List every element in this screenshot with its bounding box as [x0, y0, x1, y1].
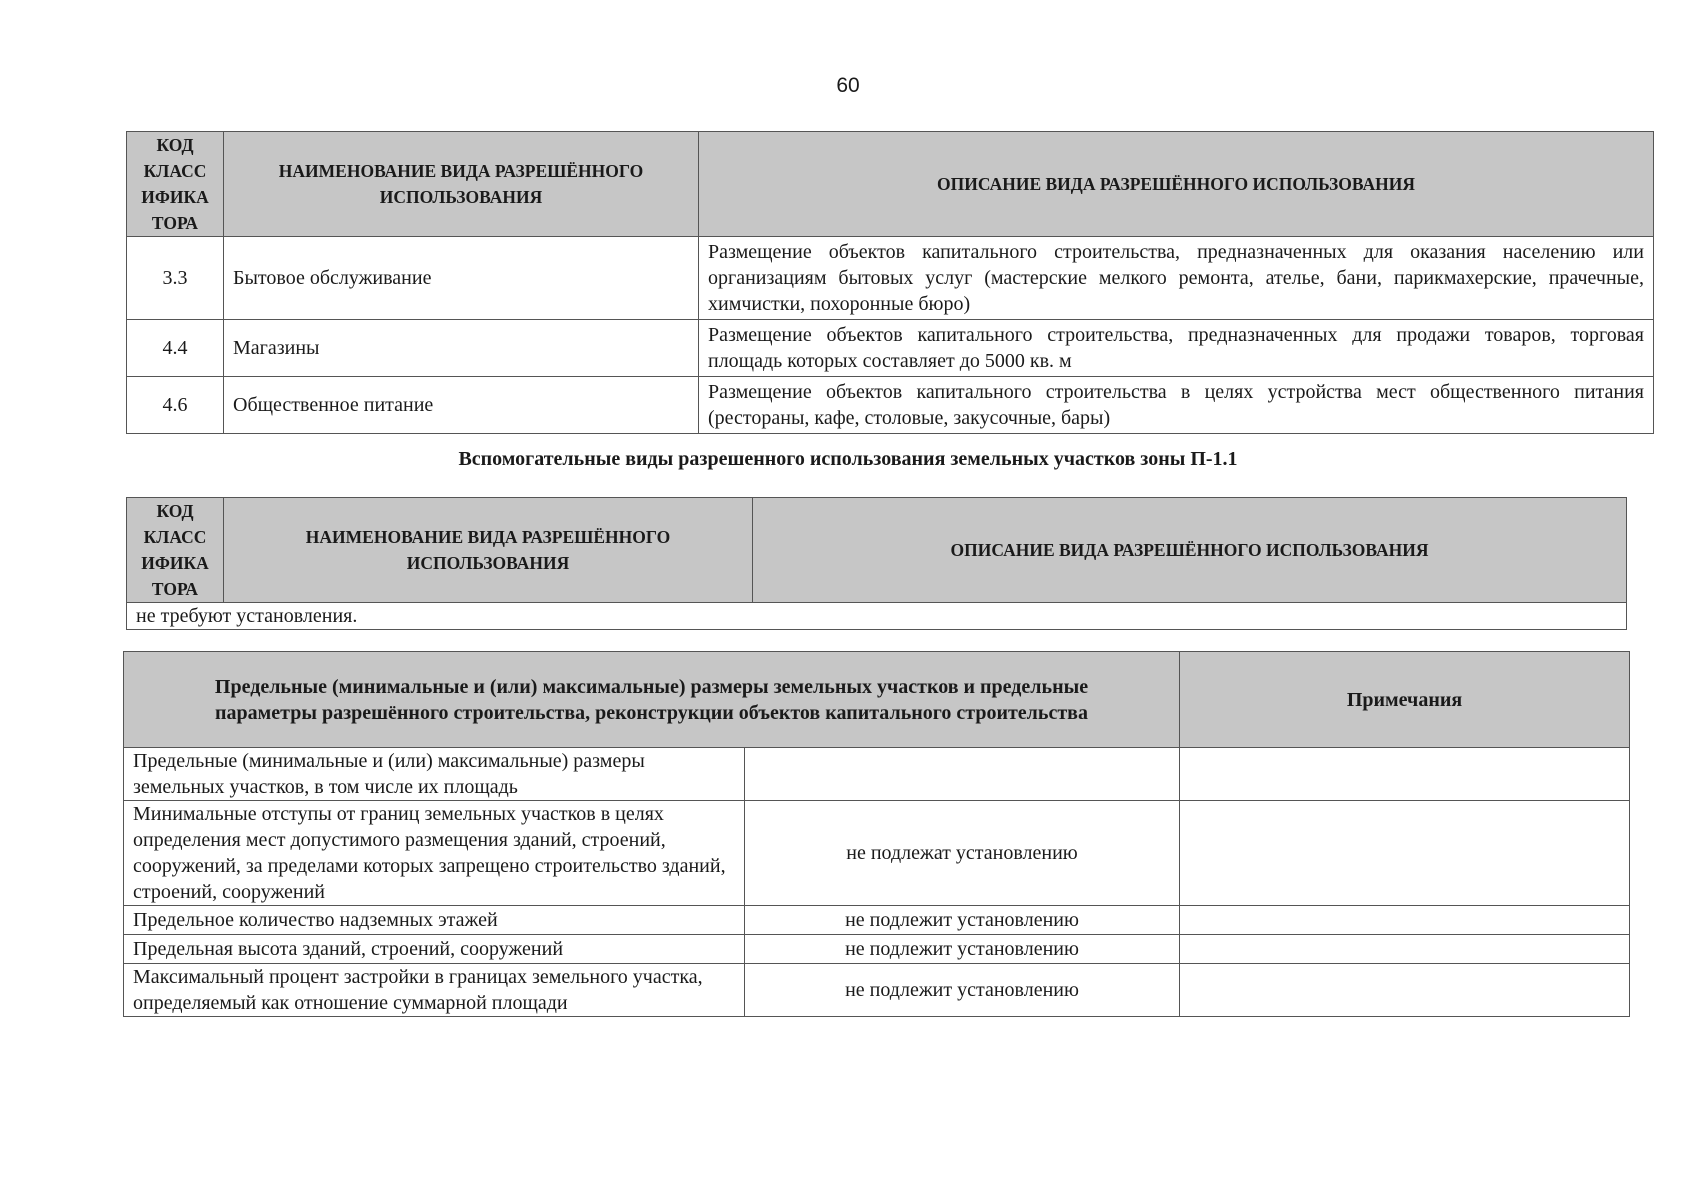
section-heading: Вспомогательные виды разрешенного использования земельных участков зоны П-1.1	[458, 448, 1238, 470]
table-header-row	[124, 652, 1630, 748]
permitted-uses-table	[126, 131, 1654, 434]
code-cell: 4.6	[127, 377, 224, 434]
table-row	[124, 906, 1630, 935]
name-cell: Общественное питание	[224, 377, 699, 434]
table-row	[124, 935, 1630, 964]
code-column-header: КОД КЛАСС ИФИКА ТОРА	[127, 498, 224, 603]
value-cell: не подлежат установлению	[745, 801, 1180, 906]
description-cell: Размещение объектов капитального строительства, предназначенных для оказания населению или организациям бытовых услуг (мастерские мелкого ремонта, ателье, бани, парикмахерские, прачечные, химчистки, похоронные бюро)	[699, 237, 1654, 320]
note-cell: не требуют установления.	[127, 603, 1627, 630]
name-column-header: НАИМЕНОВАНИЕ ВИДА РАЗРЕШЁННОГО ИСПОЛЬЗОВАНИЯ	[224, 132, 699, 237]
note-cell	[1180, 964, 1630, 1017]
parameters-table	[123, 651, 1630, 1017]
value-cell: не подлежит установлению	[745, 935, 1180, 964]
table-header-row	[127, 498, 1627, 603]
note-cell	[1180, 801, 1630, 906]
table-row	[127, 237, 1654, 320]
table-row	[124, 964, 1630, 1017]
table-row	[127, 320, 1654, 377]
auxiliary-uses-table	[126, 497, 1627, 630]
parameters-column-header: Предельные (минимальные и (или) максимальные) размеры земельных участков и предельные параметры разрешённого строительства, реконструкции объектов капитального строительства	[124, 652, 1180, 748]
table-row	[127, 377, 1654, 434]
description-cell: Размещение объектов капитального строительства в целях устройства мест общественного питания (рестораны, кафе, столовые, закусочные, бары)	[699, 377, 1654, 434]
value-cell: не подлежит установлению	[745, 906, 1180, 935]
parameter-cell: Минимальные отступы от границ земельных участков в целях определения мест допустимого размещения зданий, строений, сооружений, за пределами которых запрещено строительство зданий, строений, сооружений	[124, 801, 745, 906]
table-header-row	[127, 132, 1654, 237]
table-row	[124, 801, 1630, 906]
code-cell: 4.4	[127, 320, 224, 377]
note-cell	[1180, 935, 1630, 964]
value-cell	[745, 748, 1180, 801]
parameter-cell: Предельное количество надземных этажей	[124, 906, 745, 935]
table-row	[124, 748, 1630, 801]
notes-column-header: Примечания	[1180, 652, 1630, 748]
note-cell	[1180, 748, 1630, 801]
table-row	[127, 603, 1627, 630]
description-cell: Размещение объектов капитального строительства, предназначенных для продажи товаров, торговая площадь которых составляет до 5000 кв. м	[699, 320, 1654, 377]
name-cell: Магазины	[224, 320, 699, 377]
code-column-header: КОД КЛАСС ИФИКА ТОРА	[127, 132, 224, 237]
description-column-header: ОПИСАНИЕ ВИДА РАЗРЕШЁННОГО ИСПОЛЬЗОВАНИЯ	[699, 132, 1654, 237]
parameter-cell: Предельные (минимальные и (или) максимальные) размеры земельных участков, в том числе их площадь	[124, 748, 745, 801]
parameter-cell: Максимальный процент застройки в границах земельного участка, определяемый как отношение суммарной площади	[124, 964, 745, 1017]
page-number: 60	[836, 74, 860, 97]
description-column-header: ОПИСАНИЕ ВИДА РАЗРЕШЁННОГО ИСПОЛЬЗОВАНИЯ	[753, 498, 1627, 603]
parameter-cell: Предельная высота зданий, строений, сооружений	[124, 935, 745, 964]
note-cell	[1180, 906, 1630, 935]
value-cell: не подлежит установлению	[745, 964, 1180, 1017]
code-cell: 3.3	[127, 237, 224, 320]
name-cell: Бытовое обслуживание	[224, 237, 699, 320]
name-column-header: НАИМЕНОВАНИЕ ВИДА РАЗРЕШЁННОГО ИСПОЛЬЗОВАНИЯ	[224, 498, 753, 603]
